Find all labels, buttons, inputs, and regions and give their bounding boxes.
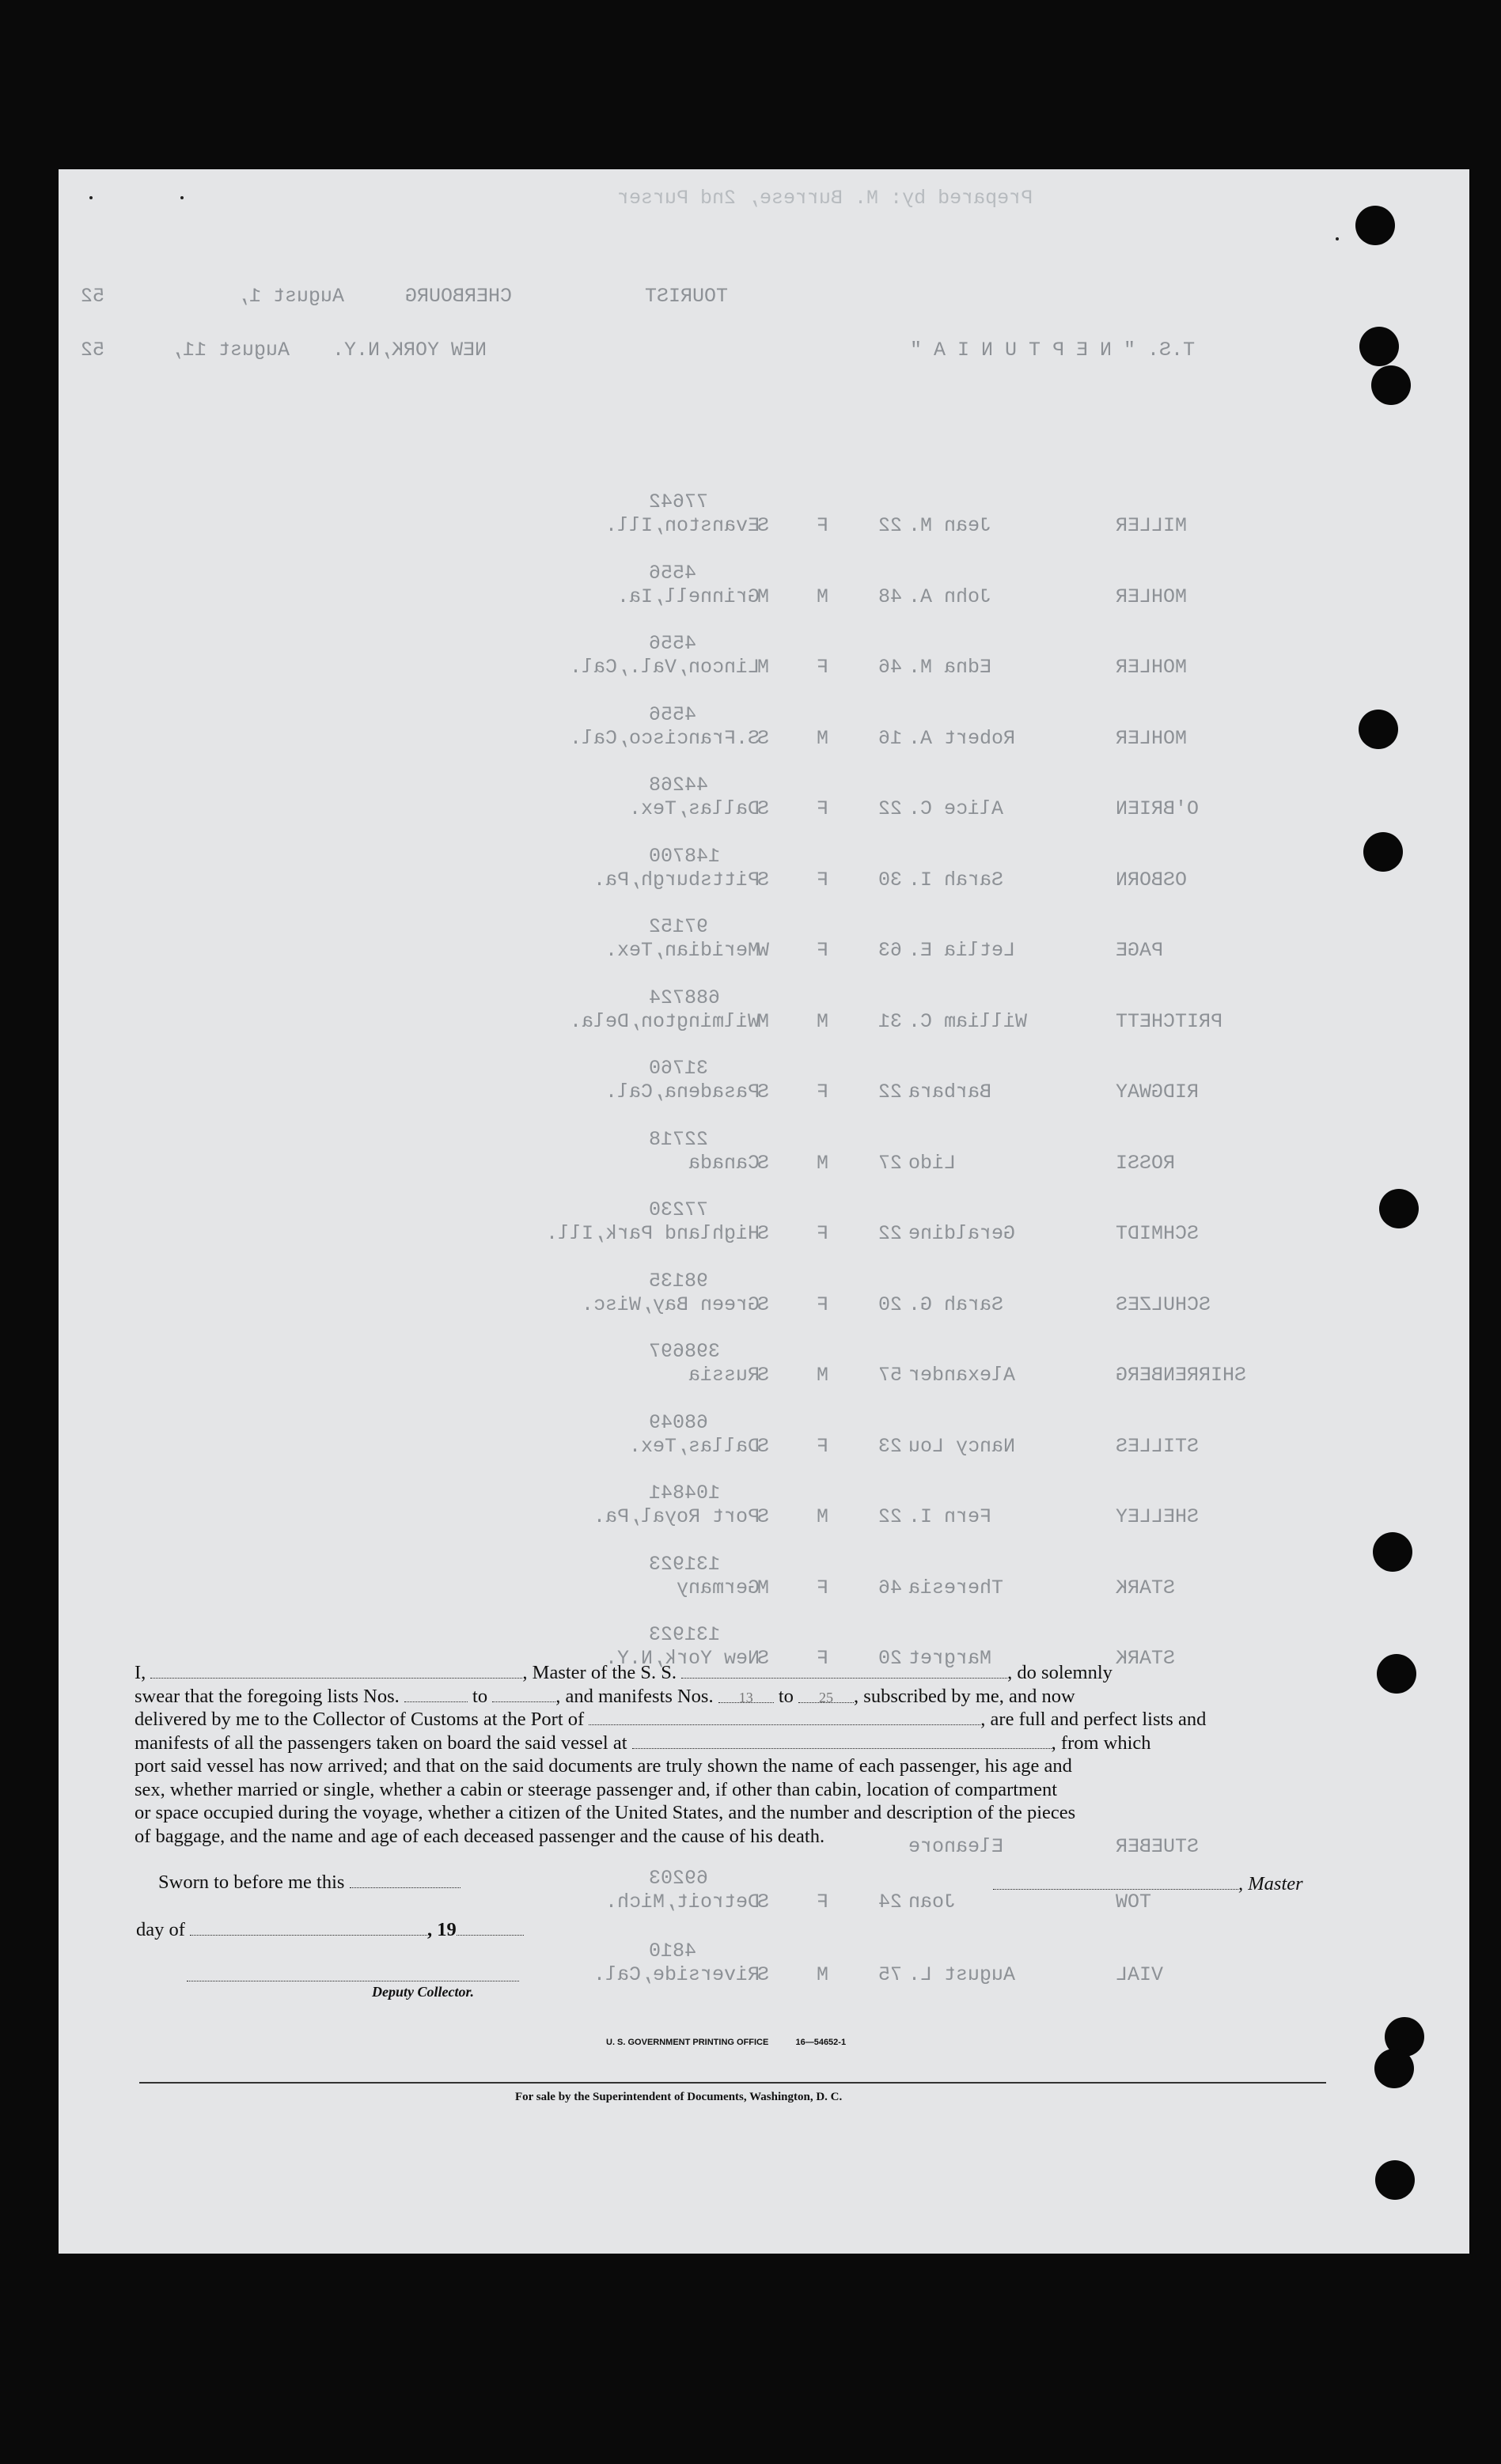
passenger-residence: New York,N.Y. — [605, 1647, 760, 1670]
passenger-sex: F — [817, 1647, 829, 1670]
master-text: , Master — [1238, 1873, 1303, 1894]
passenger-residence: Green Bay,Wisc. — [582, 1293, 760, 1316]
arrival-year-text: 52 — [81, 339, 105, 361]
passenger-given: William C. — [908, 1009, 1028, 1033]
oath-full-perfect: , are full and perfect lists and — [980, 1709, 1207, 1730]
passenger-status: W — [757, 939, 770, 962]
passenger-given: Jean M. — [908, 514, 992, 537]
footer-rule — [139, 2082, 1326, 2084]
passenger-residence: Germany — [677, 1576, 760, 1599]
passenger-given: Nancy Lou — [908, 1434, 1016, 1458]
passenger-age: 23 — [878, 1434, 903, 1458]
sworn-label — [158, 1872, 461, 1894]
manifest-to-blank[interactable]: 25 — [798, 1686, 854, 1703]
passenger-status: M — [757, 1576, 770, 1599]
oath-line: port said vessel has now arrived; and that on the said documents are truly shown the name of each passenger, his age and — [135, 1755, 1072, 1777]
passenger-given: Sarah G. — [908, 1293, 1004, 1316]
passenger-sex: M — [817, 1505, 829, 1528]
form-number: 16—54652-1 — [795, 2038, 847, 2047]
passenger-number: 104841 — [649, 1482, 721, 1505]
printing-office-text — [606, 2038, 846, 2047]
passenger-given: Alice C. — [908, 797, 1004, 820]
punch-hole — [1359, 327, 1399, 366]
passenger-number: 688724 — [649, 986, 721, 1009]
port-blank[interactable] — [589, 1709, 980, 1725]
master-label — [993, 1873, 1303, 1895]
arrival-date-text: August 11, — [171, 339, 290, 361]
passenger-row — [0, 490, 1501, 538]
passenger-status: S — [757, 868, 770, 891]
oath-delivered: delivered by me to the Collector of Customs at the Port of — [135, 1709, 585, 1730]
oath-line — [135, 1661, 1329, 1685]
sale-notice: For sale by the Superintendent of Documents, Washington, D. C. — [515, 2091, 843, 2103]
passenger-number: 77642 — [649, 490, 709, 513]
passenger-row — [0, 1198, 1501, 1246]
list-from-blank[interactable] — [404, 1686, 468, 1702]
ship-name-blank[interactable] — [681, 1662, 1007, 1679]
passenger-surname: MOHLER — [1116, 726, 1188, 750]
passenger-status: S — [757, 1647, 770, 1670]
passenger-number: 44268 — [649, 774, 709, 797]
passenger-number: 31760 — [649, 1057, 709, 1080]
passenger-row — [0, 845, 1501, 892]
passenger-surname: SCHULZES — [1116, 1293, 1211, 1316]
class-text: TOURIST — [645, 285, 729, 308]
master-name-blank[interactable] — [150, 1662, 522, 1679]
passenger-given: Fern I. — [908, 1505, 992, 1528]
passenger-sex: F — [817, 1891, 829, 1913]
passenger-surname: SHIRRENBERG — [1116, 1364, 1247, 1387]
passenger-status: S — [757, 726, 770, 750]
passenger-sex: M — [817, 1963, 829, 1986]
passenger-sex: M — [817, 1364, 829, 1387]
passenger-sex: F — [817, 1576, 829, 1599]
deputy-label: Deputy Collector. — [372, 1984, 474, 2000]
passenger-residence: Riverside,Cal. — [593, 1963, 760, 1986]
passenger-row — [0, 1057, 1501, 1104]
passenger-sex: F — [817, 797, 829, 820]
passenger-sex: F — [817, 1434, 829, 1458]
passenger-number: 4556 — [649, 702, 697, 726]
year-blank[interactable] — [457, 1919, 524, 1936]
passenger-status: S — [757, 1222, 770, 1245]
passenger-surname: STUEBER — [1116, 1835, 1200, 1858]
passenger-age: 20 — [878, 1647, 903, 1670]
day-of-label — [136, 1919, 524, 1941]
oath-line — [135, 1708, 1329, 1732]
passenger-given: Edna M. — [908, 656, 992, 679]
passenger-surname: STILLES — [1116, 1434, 1200, 1458]
passenger-residence: Lincon,Val.,Cal. — [570, 656, 760, 679]
passenger-surname: RIDGWAY — [1116, 1081, 1200, 1103]
oath-line: or space occupied during the voyage, whether a citizen of the United States, and the number and description of the pieces — [135, 1802, 1076, 1823]
passenger-number: 68049 — [649, 1410, 709, 1434]
passenger-surname: TOW — [1116, 1891, 1152, 1913]
month-blank[interactable] — [190, 1919, 427, 1936]
passenger-surname: O'BRIEN — [1116, 797, 1200, 820]
passenger-given: Lido — [908, 1151, 957, 1175]
passenger-sex: M — [817, 1151, 829, 1175]
master-signature-blank[interactable] — [993, 1873, 1238, 1890]
passenger-status: S — [757, 1364, 770, 1387]
speck — [89, 196, 93, 199]
passenger-given: Theresia — [908, 1576, 1004, 1599]
passenger-number: 131923 — [649, 1552, 721, 1576]
punch-hole — [1374, 2049, 1414, 2088]
oath-manifests: , and manifests Nos. — [555, 1685, 714, 1707]
passenger-residence: Wilmington,Dela. — [570, 1009, 760, 1033]
passenger-status: S — [757, 1434, 770, 1458]
passenger-given: Eleanore — [908, 1835, 1004, 1858]
passenger-sex: M — [817, 1009, 829, 1033]
passenger-row — [0, 562, 1501, 609]
passenger-age: 63 — [878, 939, 903, 962]
passenger-number: 4556 — [649, 561, 697, 585]
sworn-text: Sworn to before me this — [158, 1872, 345, 1893]
passenger-row — [0, 1411, 1501, 1459]
punch-hole — [1371, 365, 1411, 405]
oath-line: of baggage, and the name and age of each deceased passenger and the cause of his death. — [135, 1825, 825, 1847]
embark-port-blank[interactable] — [632, 1732, 1052, 1749]
passenger-age: 30 — [878, 868, 903, 891]
passenger-age: 27 — [878, 1151, 903, 1175]
passenger-age: 46 — [878, 656, 903, 679]
oath-line: sex, whether married or single, whether a cabin or steerage passenger and, if other than cabin, location of compartment — [135, 1778, 1058, 1800]
passenger-surname: MOHLER — [1116, 656, 1188, 679]
passenger-given: Geraldine — [908, 1222, 1016, 1245]
passenger-given: Alexander — [908, 1364, 1016, 1387]
passenger-age: 48 — [878, 585, 903, 608]
passenger-row — [0, 1270, 1501, 1317]
passenger-sex: F — [817, 868, 829, 891]
printing-office-label: U. S. GOVERNMENT PRINTING OFFICE — [606, 2038, 769, 2047]
passenger-age: 57 — [878, 1364, 903, 1387]
passenger-sex: F — [817, 514, 829, 537]
passenger-residence: Dallas,Tex. — [629, 1434, 760, 1458]
prepared-by-text: Prepared by: M. Burrese, 2nd Purser — [617, 187, 1033, 210]
passenger-residence: Highland Park,Ill. — [546, 1222, 760, 1245]
passenger-status: S — [757, 1891, 770, 1913]
oath-to-2: to — [778, 1685, 794, 1707]
passenger-age: 75 — [878, 1963, 903, 1986]
passenger-given: August L. — [908, 1963, 1016, 1986]
passenger-number: 148700 — [649, 844, 721, 868]
passenger-row — [0, 1482, 1501, 1529]
passenger-given: Letlia E. — [908, 939, 1016, 962]
passenger-number: 97152 — [649, 915, 709, 938]
passenger-age: 31 — [878, 1009, 903, 1033]
passenger-age: 22 — [878, 797, 903, 820]
oath-line — [135, 1685, 1329, 1709]
passenger-age: 22 — [878, 514, 903, 537]
passenger-residence: Pittsburgh,Pa. — [593, 868, 760, 891]
passenger-sex: F — [817, 939, 829, 962]
oath-solemnly: , do solemnly — [1007, 1662, 1112, 1683]
speck — [180, 196, 184, 199]
port-text: CHERBOURG — [405, 285, 513, 308]
speck — [1336, 237, 1339, 240]
passenger-residence: Meridian,Tex. — [605, 939, 760, 962]
passenger-age: 20 — [878, 1293, 903, 1316]
passenger-status: S — [757, 514, 770, 537]
oath-i: I, — [135, 1662, 146, 1683]
passenger-residence: Grinnell,Ia. — [617, 585, 760, 608]
year-text: 52 — [81, 285, 105, 308]
passenger-age: 22 — [878, 1505, 903, 1528]
passenger-surname: SHELLEY — [1116, 1505, 1200, 1528]
passenger-surname: MOHLER — [1116, 585, 1188, 608]
passenger-surname: STARK — [1116, 1647, 1176, 1670]
passenger-residence: S.Francisco,Cal. — [570, 726, 760, 750]
passenger-given: Joan — [908, 1891, 957, 1913]
passenger-number: 131923 — [649, 1623, 721, 1646]
passenger-status: S — [757, 1293, 770, 1316]
passenger-sex: F — [817, 1222, 829, 1245]
day-of-text: day of — [136, 1919, 185, 1940]
year-prefix-text: , 19 — [427, 1919, 457, 1940]
manifest-from-blank[interactable]: 13 — [718, 1686, 774, 1703]
oath-lists: swear that the foregoing lists Nos. — [135, 1685, 400, 1707]
passenger-status: S — [757, 1963, 770, 1986]
passenger-age: 24 — [878, 1891, 903, 1913]
passenger-status: S — [757, 1505, 770, 1528]
passenger-surname: PAGE — [1116, 939, 1164, 962]
passenger-given: Margret — [908, 1647, 992, 1670]
passenger-surname: MILLER — [1116, 514, 1188, 537]
passenger-number: 22718 — [649, 1127, 709, 1151]
passenger-status: M — [757, 585, 770, 608]
passenger-surname: VIAL — [1116, 1963, 1164, 1986]
date-text: August 1, — [237, 285, 345, 308]
passenger-residence: Russia — [688, 1364, 760, 1387]
passenger-given: Sarah I. — [908, 868, 1004, 891]
passenger-sex: F — [817, 1081, 829, 1103]
oath-from-which: , from which — [1051, 1732, 1151, 1754]
passenger-surname: OSBORN — [1116, 868, 1188, 891]
passenger-given: Robert A. — [908, 726, 1016, 750]
passenger-row — [0, 632, 1501, 679]
passenger-number: 398697 — [649, 1340, 721, 1363]
passenger-age: 22 — [878, 1222, 903, 1245]
passenger-age: 22 — [878, 1081, 903, 1103]
passenger-number: 98135 — [649, 1269, 709, 1293]
passenger-row — [0, 915, 1501, 963]
passenger-surname: SCHMIDT — [1116, 1222, 1200, 1245]
passenger-age: 16 — [878, 726, 903, 750]
passenger-number: 69203 — [649, 1867, 709, 1890]
oath-master-of: , Master of the S. S. — [522, 1662, 677, 1683]
passenger-given: John A. — [908, 585, 992, 608]
oath-to: to — [472, 1685, 488, 1707]
arrival-port-text: NEW YORK,N.Y. — [332, 339, 487, 361]
passenger-status: S — [757, 1151, 770, 1175]
passenger-sex: M — [817, 726, 829, 750]
passenger-residence: Dallas,Tex. — [629, 797, 760, 820]
passenger-number: 4556 — [649, 632, 697, 655]
oath-block — [135, 1661, 1329, 1848]
passenger-sex: F — [817, 656, 829, 679]
passenger-surname: STARK — [1116, 1576, 1176, 1599]
oath-manifests-all: manifests of all the passengers taken on board the said vessel at — [135, 1732, 627, 1754]
ship-text: T.S. " N E P T U N I A " — [910, 339, 1196, 361]
list-to-blank[interactable] — [492, 1686, 555, 1702]
passenger-status: S — [757, 797, 770, 820]
passenger-residence: Detroit,Mich. — [605, 1891, 760, 1913]
passenger-sex: F — [817, 1293, 829, 1316]
passenger-row — [0, 774, 1501, 821]
sworn-date-blank[interactable] — [350, 1872, 461, 1888]
passenger-surname: ROSSI — [1116, 1151, 1176, 1175]
passenger-given: Barbara — [908, 1081, 992, 1103]
passenger-status: M — [757, 656, 770, 679]
passenger-row — [0, 703, 1501, 751]
passenger-row — [0, 986, 1501, 1034]
passenger-status: M — [757, 1009, 770, 1033]
passenger-row — [0, 1553, 1501, 1600]
passenger-residence: Evanston,Ill. — [605, 514, 760, 537]
oath-line — [135, 1732, 1329, 1755]
punch-hole — [1355, 206, 1395, 245]
passenger-number: 77230 — [649, 1198, 709, 1221]
passenger-status: S — [757, 1081, 770, 1103]
passenger-row — [0, 1940, 1501, 1987]
passenger-residence: Pasadena,Cal. — [605, 1081, 760, 1103]
passenger-residence: Port Royal,Pa. — [593, 1505, 760, 1528]
passenger-surname: PRITCHETT — [1116, 1009, 1223, 1033]
passenger-age: 46 — [878, 1576, 903, 1599]
oath-subscribed: , subscribed by me, and now — [854, 1685, 1075, 1707]
passenger-residence: Canada — [688, 1151, 760, 1175]
passenger-number: 4810 — [649, 1940, 697, 1962]
passenger-row — [0, 1128, 1501, 1175]
passenger-row — [0, 1340, 1501, 1387]
passenger-sex: M — [817, 585, 829, 608]
punch-hole — [1375, 2160, 1415, 2200]
